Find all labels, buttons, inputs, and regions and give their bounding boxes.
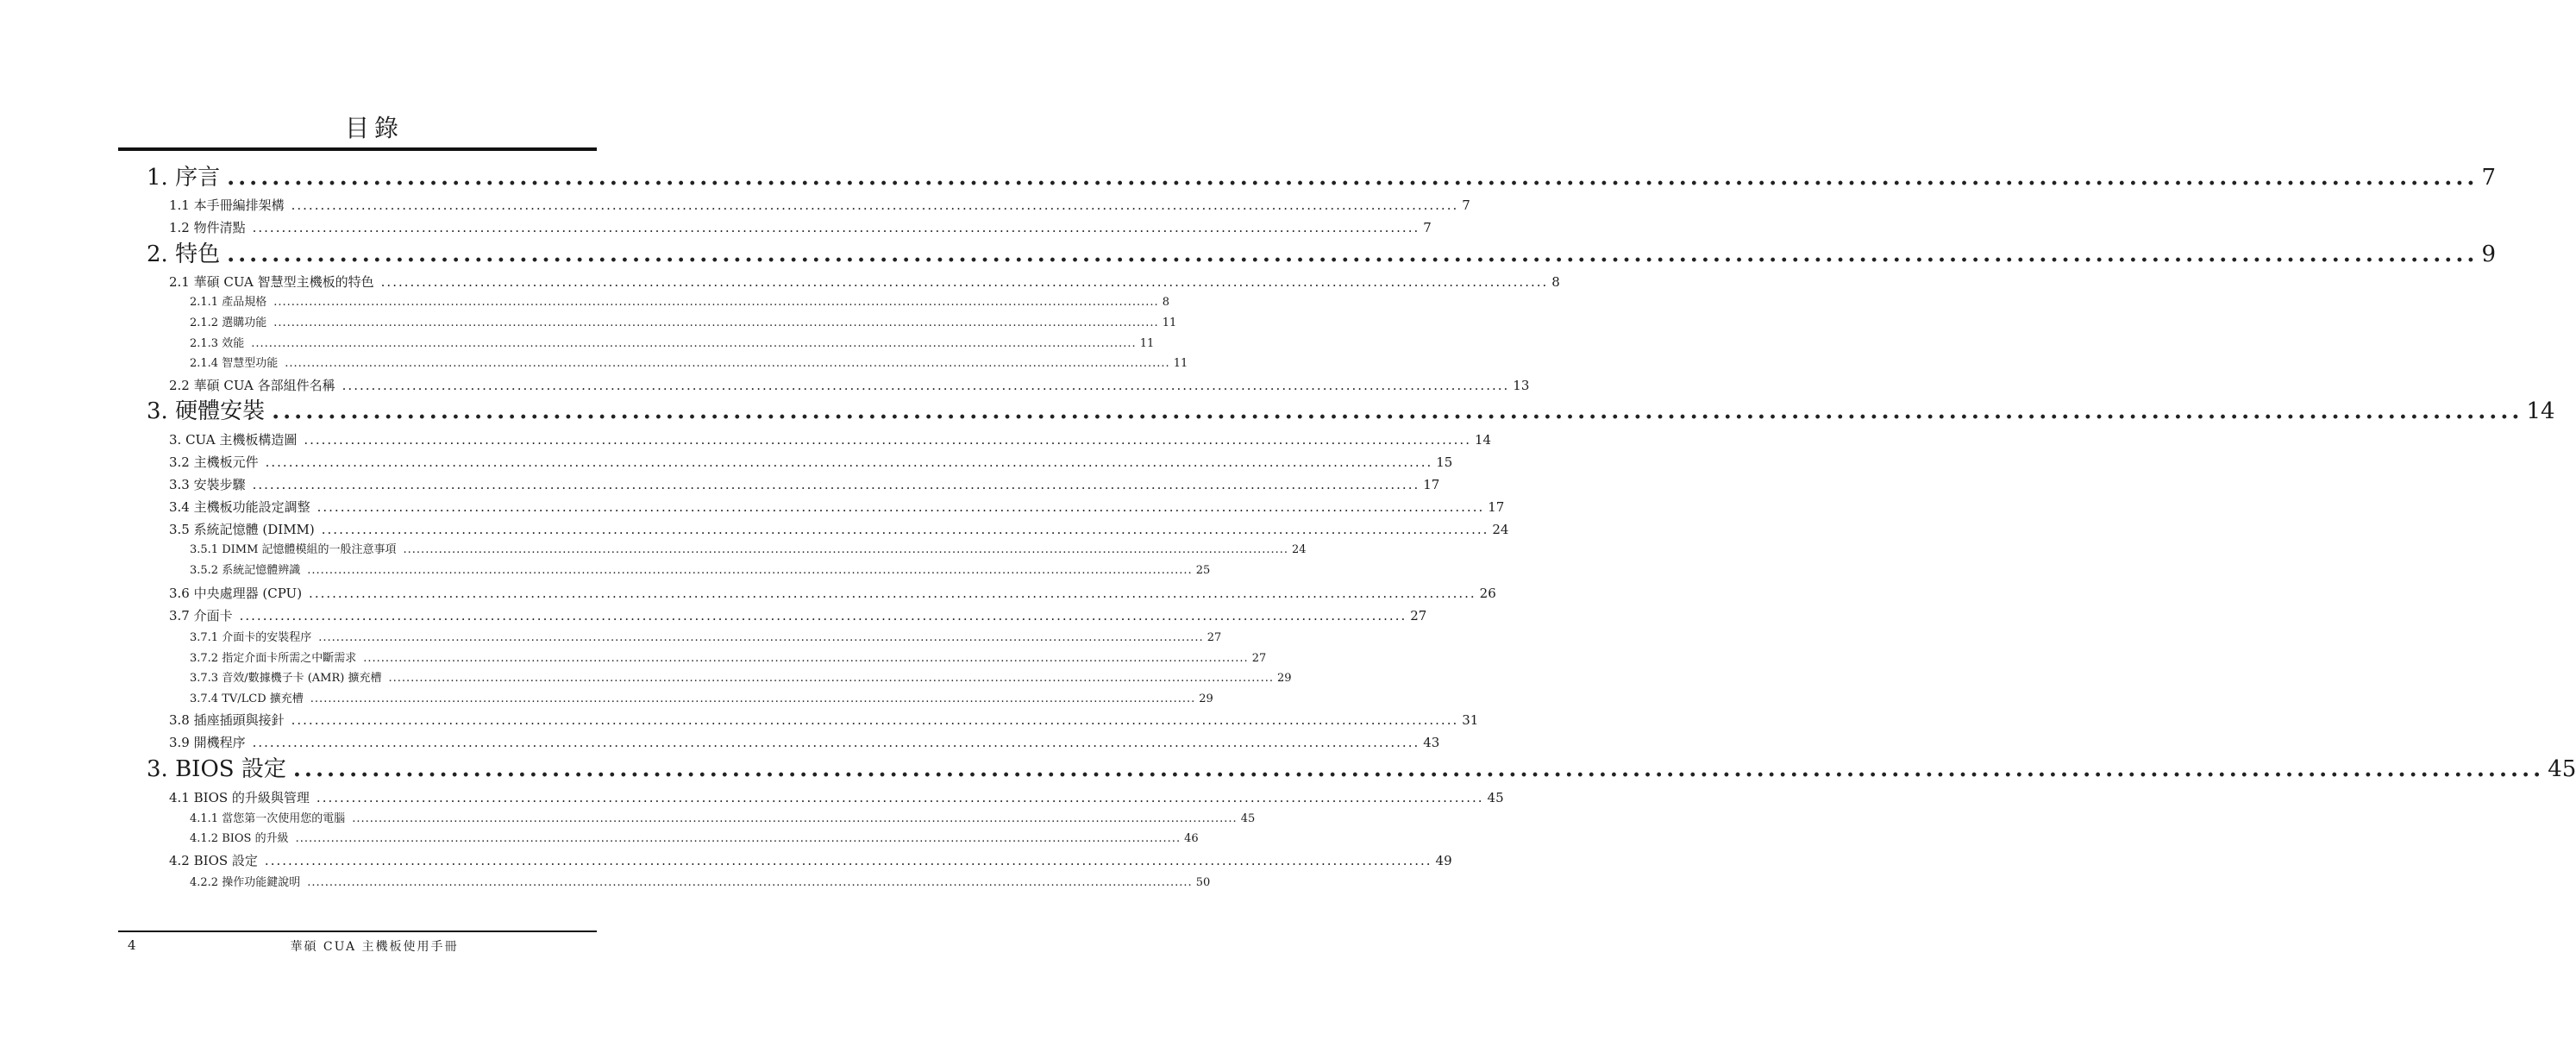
toc-label: 3.7.4 TV/LCD 擴充槽 (190, 692, 304, 705)
toc-entry (169, 733, 1440, 752)
toc-label: 4.2 BIOS 設定 (169, 853, 258, 868)
toc-page: 29 (1276, 672, 1292, 685)
toc-page: 13 (1513, 378, 1530, 393)
toc-label: 3.3 安裝步驟 (169, 477, 246, 492)
toc-leader: ........................................................................................................................................................................................................ (403, 543, 1288, 556)
toc-label: 3.7 介面卡 (169, 608, 233, 623)
toc-page: 24 (1292, 543, 1307, 556)
toc-leader: ........................................................................................................................................................................................................ (292, 756, 2545, 782)
toc-label: 1.1 本手冊編排架構 (169, 197, 285, 213)
toc-page: 50 (1195, 876, 1211, 889)
toc-leader: ........................................................................................................................................................................................................ (251, 337, 1137, 350)
toc-entry (169, 376, 1530, 395)
toc-leader: ........................................................................................................................................................................................................ (227, 241, 2479, 267)
toc-leader: ........................................................................................................................................................................................................ (285, 357, 1170, 370)
toc-entry (190, 542, 1307, 559)
toc-page: 29 (1199, 692, 1213, 705)
toc-label: 3.7.1 介面卡的安裝程序 (190, 631, 312, 644)
toc-page: 7 (1462, 197, 1470, 213)
toc-label: 3. CUA 主機板構造圖 (169, 432, 298, 448)
toc-page: 31 (1462, 712, 1479, 728)
toc-page: 8 (1162, 296, 1169, 309)
footer-rule (118, 931, 597, 932)
toc-entry (190, 670, 1292, 687)
toc-page: 45 (1487, 790, 1504, 805)
toc-entry (190, 650, 1267, 667)
toc-page: 7 (2481, 165, 2496, 191)
toc-page: 17 (1488, 499, 1505, 515)
toc-entry (169, 788, 1504, 807)
toc-label: 2.1.3 效能 (190, 337, 245, 350)
toc-leader: ........................................................................................................................................................................................................ (309, 586, 1476, 601)
toc-page: 8 (1551, 274, 1560, 290)
toc-page: 45 (1240, 812, 1256, 825)
toc-entry (190, 355, 1188, 373)
toc-leader: ........................................................................................................................................................................................................ (317, 499, 1485, 515)
toc-entry (169, 584, 1496, 603)
toc-leader: ........................................................................................................................................................................................................ (388, 672, 1274, 685)
footer-book-title: 華碩 CUA 主機板使用手冊 (290, 940, 459, 954)
toc-leader: ........................................................................................................................................................................................................ (227, 165, 2479, 191)
toc-entry (169, 498, 1505, 517)
toc-label: 3.6 中央處理器 (CPU) (169, 586, 303, 601)
toc-leader: ........................................................................................................................................................................................................ (363, 652, 1249, 665)
toc-entry (190, 294, 1169, 311)
toc-leader: ........................................................................................................................................................................................................ (304, 432, 1471, 448)
toc-label: 2.1.4 智慧型功能 (190, 357, 279, 370)
toc-entry (169, 851, 1452, 870)
toc-entry (169, 606, 1427, 625)
toc-page: 9 (2481, 241, 2496, 267)
toc-entry (169, 711, 1479, 730)
toc-leader: ........................................................................................................................................................................................................ (265, 454, 1433, 470)
toc-label: 3.8 插座插頭與接針 (169, 712, 285, 728)
toc-entry (147, 164, 2496, 191)
toc-entry (190, 335, 1155, 353)
toc-leader: ........................................................................................................................................................................................................ (321, 522, 1489, 537)
toc-label: 3.9 開機程序 (169, 735, 246, 750)
toc-leader: ........................................................................................................................................................................................................ (307, 876, 1193, 889)
toc-page: 45 (2548, 756, 2576, 782)
toc-leader: ........................................................................................................................................................................................................ (239, 608, 1407, 623)
toc-page: 7 (1423, 220, 1432, 235)
toc-page: 14 (1474, 432, 1492, 448)
toc-leader: ........................................................................................................................................................................................................ (295, 832, 1181, 845)
toc-page: 49 (1435, 853, 1452, 868)
toc-label: 4.1.1 當您第一次使用您的電腦 (190, 812, 346, 825)
toc-label: 3.5.2 系統記憶體辨識 (190, 564, 301, 577)
toc-page: 17 (1423, 477, 1440, 492)
toc-page: 25 (1195, 564, 1211, 577)
toc-label: 3.5.1 DIMM 記憶體模組的一般注意事項 (190, 543, 397, 556)
toc-label: 3.4 主機板功能設定調整 (169, 499, 310, 515)
toc-entry (190, 630, 1222, 647)
toc-page: 15 (1436, 454, 1453, 470)
toc-label: 3.7.2 指定介面卡所需之中斷需求 (190, 652, 357, 665)
toc-page: 14 (2526, 398, 2555, 424)
toc-page: 26 (1479, 586, 1496, 601)
toc-entry (169, 273, 1560, 291)
toc-label: 2.1.2 選購功能 (190, 316, 267, 329)
toc-page: 11 (1162, 316, 1177, 329)
toc-page: 11 (1173, 357, 1188, 370)
toc-label: 3.7.3 音效/數據機子卡 (AMR) 擴充槽 (190, 672, 382, 685)
toc-leader: ........................................................................................................................................................................................................ (252, 220, 1420, 235)
toc-leader: ........................................................................................................................................................................................................ (264, 853, 1432, 868)
toc-entry (147, 398, 2555, 425)
toc-leader: ........................................................................................................................................................................................................ (273, 316, 1159, 329)
toc-leader: ........................................................................................................................................................................................................ (342, 378, 1510, 393)
toc-entry (169, 196, 1470, 215)
toc-label: 3. 硬體安裝 (147, 398, 266, 424)
toc-entry (169, 218, 1432, 237)
toc-leader: ........................................................................................................................................................................................................ (252, 735, 1420, 750)
toc-page: 46 (1184, 832, 1199, 845)
toc-leader: ........................................................................................................................................................................................................ (291, 712, 1459, 728)
toc-label: 1. 序言 (147, 165, 221, 191)
toc-entry (169, 475, 1440, 494)
toc-page: 27 (1251, 652, 1267, 665)
toc-label: 4.1 BIOS 的升級與管理 (169, 790, 310, 805)
page-title: 目錄 (344, 114, 404, 142)
toc-entry (190, 811, 1256, 828)
toc-page: 27 (1410, 608, 1427, 623)
toc-entry (147, 241, 2496, 268)
toc-label: 4.2.2 操作功能鍵說明 (190, 876, 301, 889)
toc-page: 43 (1423, 735, 1440, 750)
toc-leader: ........................................................................................................................................................................................................ (252, 477, 1420, 492)
toc-leader: ........................................................................................................................................................................................................ (272, 398, 2523, 424)
toc-leader: ........................................................................................................................................................................................................ (316, 790, 1484, 805)
toc-entry (190, 315, 1177, 332)
toc-entry (169, 430, 1492, 449)
toc-entry (190, 874, 1211, 892)
toc-entry (169, 520, 1509, 539)
toc-page: 27 (1207, 631, 1222, 644)
toc-label: 2.2 華碩 CUA 各部組件名稱 (169, 378, 335, 393)
toc-leader: ........................................................................................................................................................................................................ (310, 692, 1196, 705)
toc-label: 3.2 主機板元件 (169, 454, 259, 470)
toc-page: 24 (1492, 522, 1509, 537)
toc-label: 2.1.1 產品規格 (190, 296, 267, 309)
toc-label: 3.5 系統記憶體 (DIMM) (169, 522, 315, 537)
toc-label: 2.1 華碩 CUA 智慧型主機板的特色 (169, 274, 374, 290)
toc-leader: ........................................................................................................................................................................................................ (307, 564, 1193, 577)
toc-entry (190, 830, 1199, 848)
toc-leader: ........................................................................................................................................................................................................ (273, 296, 1159, 309)
toc-label: 3. BIOS 設定 (147, 756, 286, 782)
toc-entry (190, 691, 1213, 708)
toc-leader: ........................................................................................................................................................................................................ (291, 197, 1459, 213)
toc-label: 2. 特色 (147, 241, 221, 267)
toc-label: 4.1.2 BIOS 的升級 (190, 832, 289, 845)
footer-page-number: 4 (128, 937, 136, 953)
toc-leader: ........................................................................................................................................................................................................ (318, 631, 1204, 644)
toc-leader: ........................................................................................................................................................................................................ (380, 274, 1549, 290)
toc-entry (169, 453, 1453, 472)
toc-leader: ........................................................................................................................................................................................................ (352, 812, 1238, 825)
toc-entry (190, 562, 1211, 580)
toc-entry (147, 755, 2576, 783)
toc-page: 11 (1139, 337, 1155, 350)
toc-label: 1.2 物件清點 (169, 220, 246, 235)
